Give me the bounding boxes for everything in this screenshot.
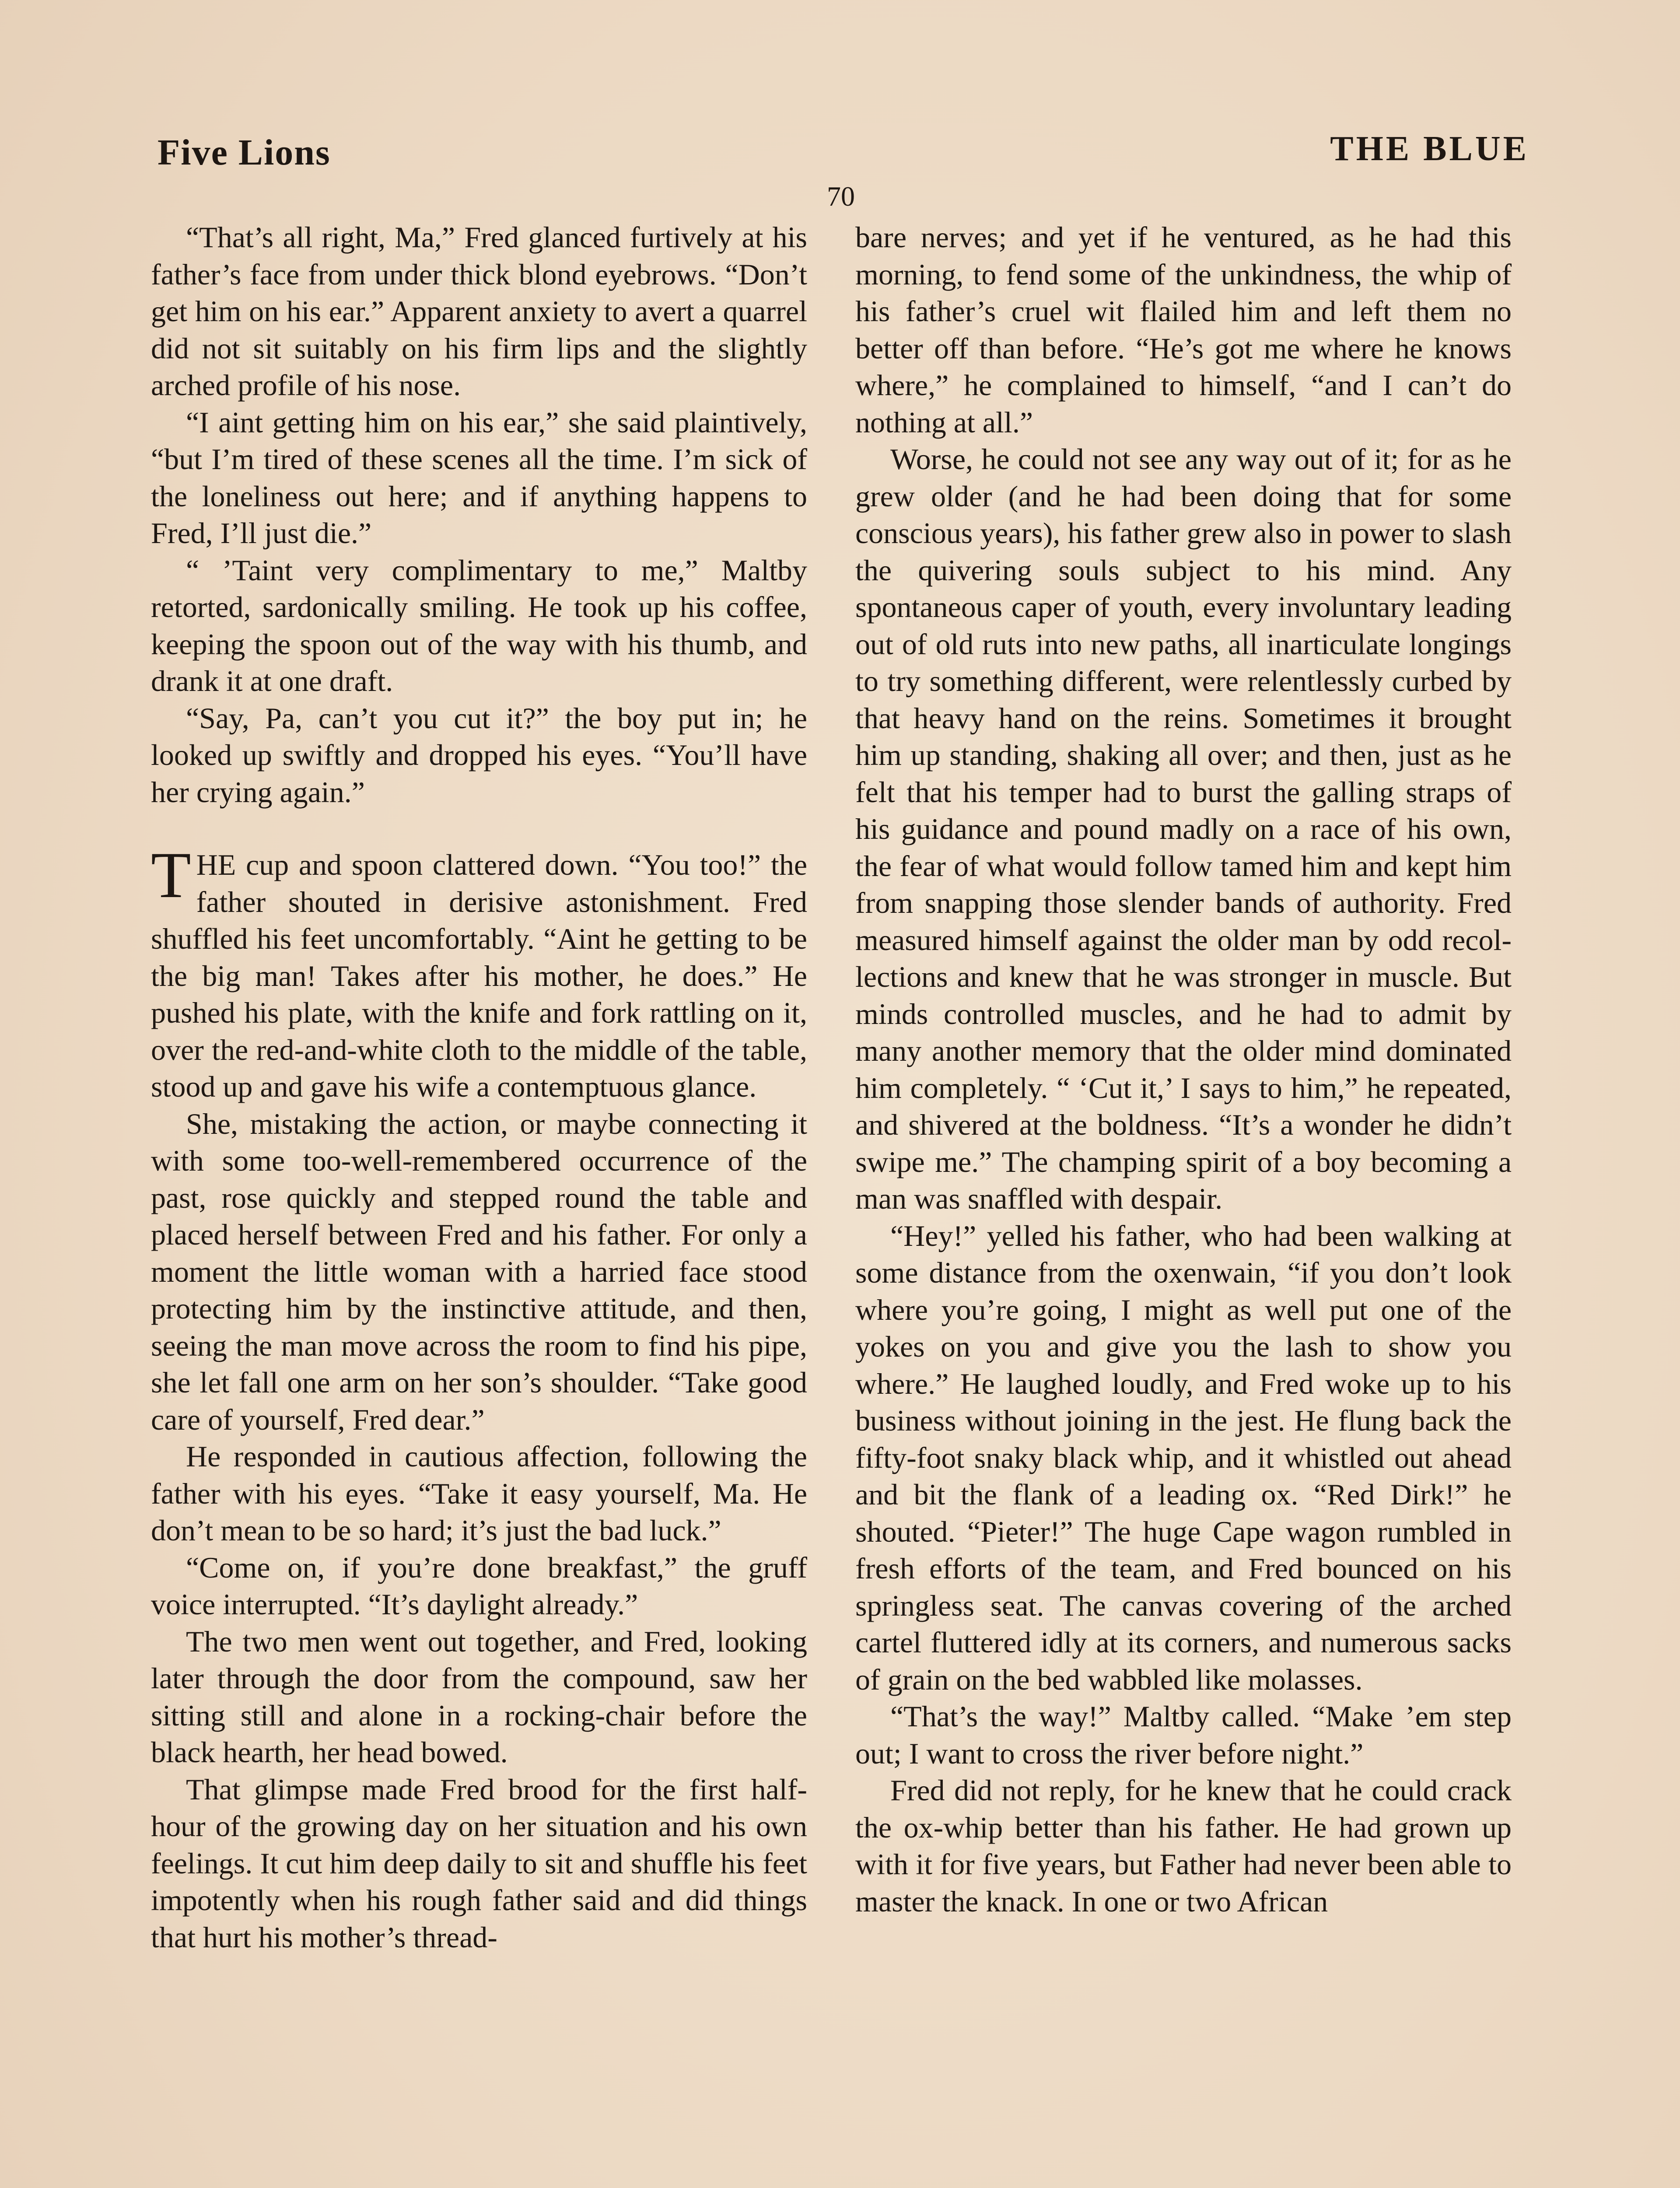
paragraph: “Hey!” yelled his father, who had been walking at some distance from the oxenwain, “if you don’t look where you’re going, I might as well put one of the yokes on you and give you the lash to show you where.” He laughed loudly, and Fred woke up to his business without joining in the jest. He flung back the fifty-foot snaky black whip, and it whistled out ahead and bit the flank of a leading ox. “Red Dirk!” he shouted. “Pieter!” The huge Cape wagon rumbled in fresh efforts of the team, and Fred bounced on his springless seat. The canvas covering of the arched cartel fluttered idly at its corners, and numerous sacks of grain on the bed wabbled like molasses. <box>855 1219 1512 1696</box>
drop-cap: T <box>151 839 191 912</box>
paragraph: He responded in cautious affection, following the father with his eyes. “Take it easy yourself, Ma. He don’t mean to be so hard; it’s just the bad luck.” <box>151 1440 807 1547</box>
section-opening-paragraph <box>151 839 807 1105</box>
paragraph: Fred did not reply, for he knew that he could crack the ox-whip better than his father. He had grown up with it for five years, but Father had never been able to master the knack. In one or two African <box>855 1774 1512 1918</box>
continued-paragraph: bare nerves; and yet if he ventured, as he had this morning, to fend some of the unkindness, the whip of his father’s cruel wit flailed him and left them no better off than before. “He’s got me where he knows where,” he complained to himself, “and I can’t do nothing at all.” <box>855 221 1512 439</box>
paragraph: “ ’Taint very complimentary to me,” Maltby retorted, sardonically smiling. He took up his coffee, keeping the spoon out of the way with his thumb, and drank it at one draft. <box>151 553 807 698</box>
paragraph: Worse, he could not see any way out of it; for as he grew older (and he had been doing that for some conscious years), his father grew also in power to slash the quivering souls subject to his mind. Any spontaneous caper of youth, every involuntary leading out of old ruts into new paths, all inarticulate longings to try something different, were relentlessly curbed by that heavy hand on the reins. Sometimes it brought him up standing, shaking all over; and then, just as he felt that his temper had to burst the galling straps of his guidance and pound madly on a race of his own, the fear of what would follow tamed him and kept him from snapping those slender bands of authority. Fred measured himself against the older man by odd recollections and knew that he was stronger in muscle. But minds controlled muscles, and he had to admit by many another memory that the older mind dominated him completely. “ ‘Cut it,’ I says to him,” he repeated, and shivered at the boldness. “It’s a wonder he didn’t swipe me.” The champing spirit of a boy becoming a man was snaffled with despair. <box>855 442 1512 1215</box>
running-head-magazine-title: THE BLUE <box>1330 130 1529 168</box>
paragraph: “That’s all right, Ma,” Fred glanced furtively at his father’s face from under thick blond eyebrows. “Don’t get him on his ear.” Apparent anxiety to avert a quarrel did not sit suitably on his firm lips and the slightly arched profile of his nose. <box>151 221 807 402</box>
paragraph: The two men went out together, and Fred, looking later through the door from the compound, saw her sitting still and alone in a rocking-chair before the black hearth, her head bowed. <box>151 1624 807 1769</box>
paragraph: “I aint getting him on his ear,” she said plaintively, “but I’m tired of these scenes all the time. I’m sick of the loneliness out here; and if anything happens to Fred, I’ll just die.” <box>151 405 807 550</box>
right-text-column <box>855 219 1512 1920</box>
paragraph: “Come on, if you’re done breakfast,” the gruff voice interrupted. “It’s daylight already.” <box>151 1550 807 1621</box>
left-text-column <box>151 219 807 1956</box>
paragraph: “Say, Pa, can’t you cut it?” the boy put in; he looked up swiftly and dropped his eyes. “You’ll have her crying again.” <box>151 701 807 809</box>
paragraph: “That’s the way!” Maltby called. “Make ’em step out; I want to cross the river before night.” <box>855 1700 1512 1770</box>
paragraph: That glimpse made Fred brood for the first half-hour of the growing day on her situation and his own feelings. It cut him deep daily to sit and shuffle his feet impotently when his rough father said and did things that hurt his mother’s thread- <box>151 1772 807 1954</box>
page-number: 70 <box>827 181 855 212</box>
paragraph: She, mistaking the action, or maybe connecting it with some too-well-remembered occurrence of the past, rose quickly and stepped round the table and placed herself between Fred and his father. For only a moment the little woman with a harried face stood protecting him by the instinctive attitude, and then, seeing the man move across the room to find his pipe, she let fall one arm on her son’s shoulder. “Take good care of yourself, Fred dear.” <box>151 1107 807 1436</box>
section-opening-text: HE cup and spoon clattered down. “You too!” the father shouted in derisive astonishment. Fred shuffled his feet uncomfortably. “Aint he getting to be the big man! Takes after his mother, he does.” He pushed his plate, with the knife and fork rattling on it, over the red-and-white cloth to the middle of the table, stood up and gave his wife a contemptuous glance. <box>151 848 807 1103</box>
running-head-story-title: Five Lions <box>158 132 331 173</box>
